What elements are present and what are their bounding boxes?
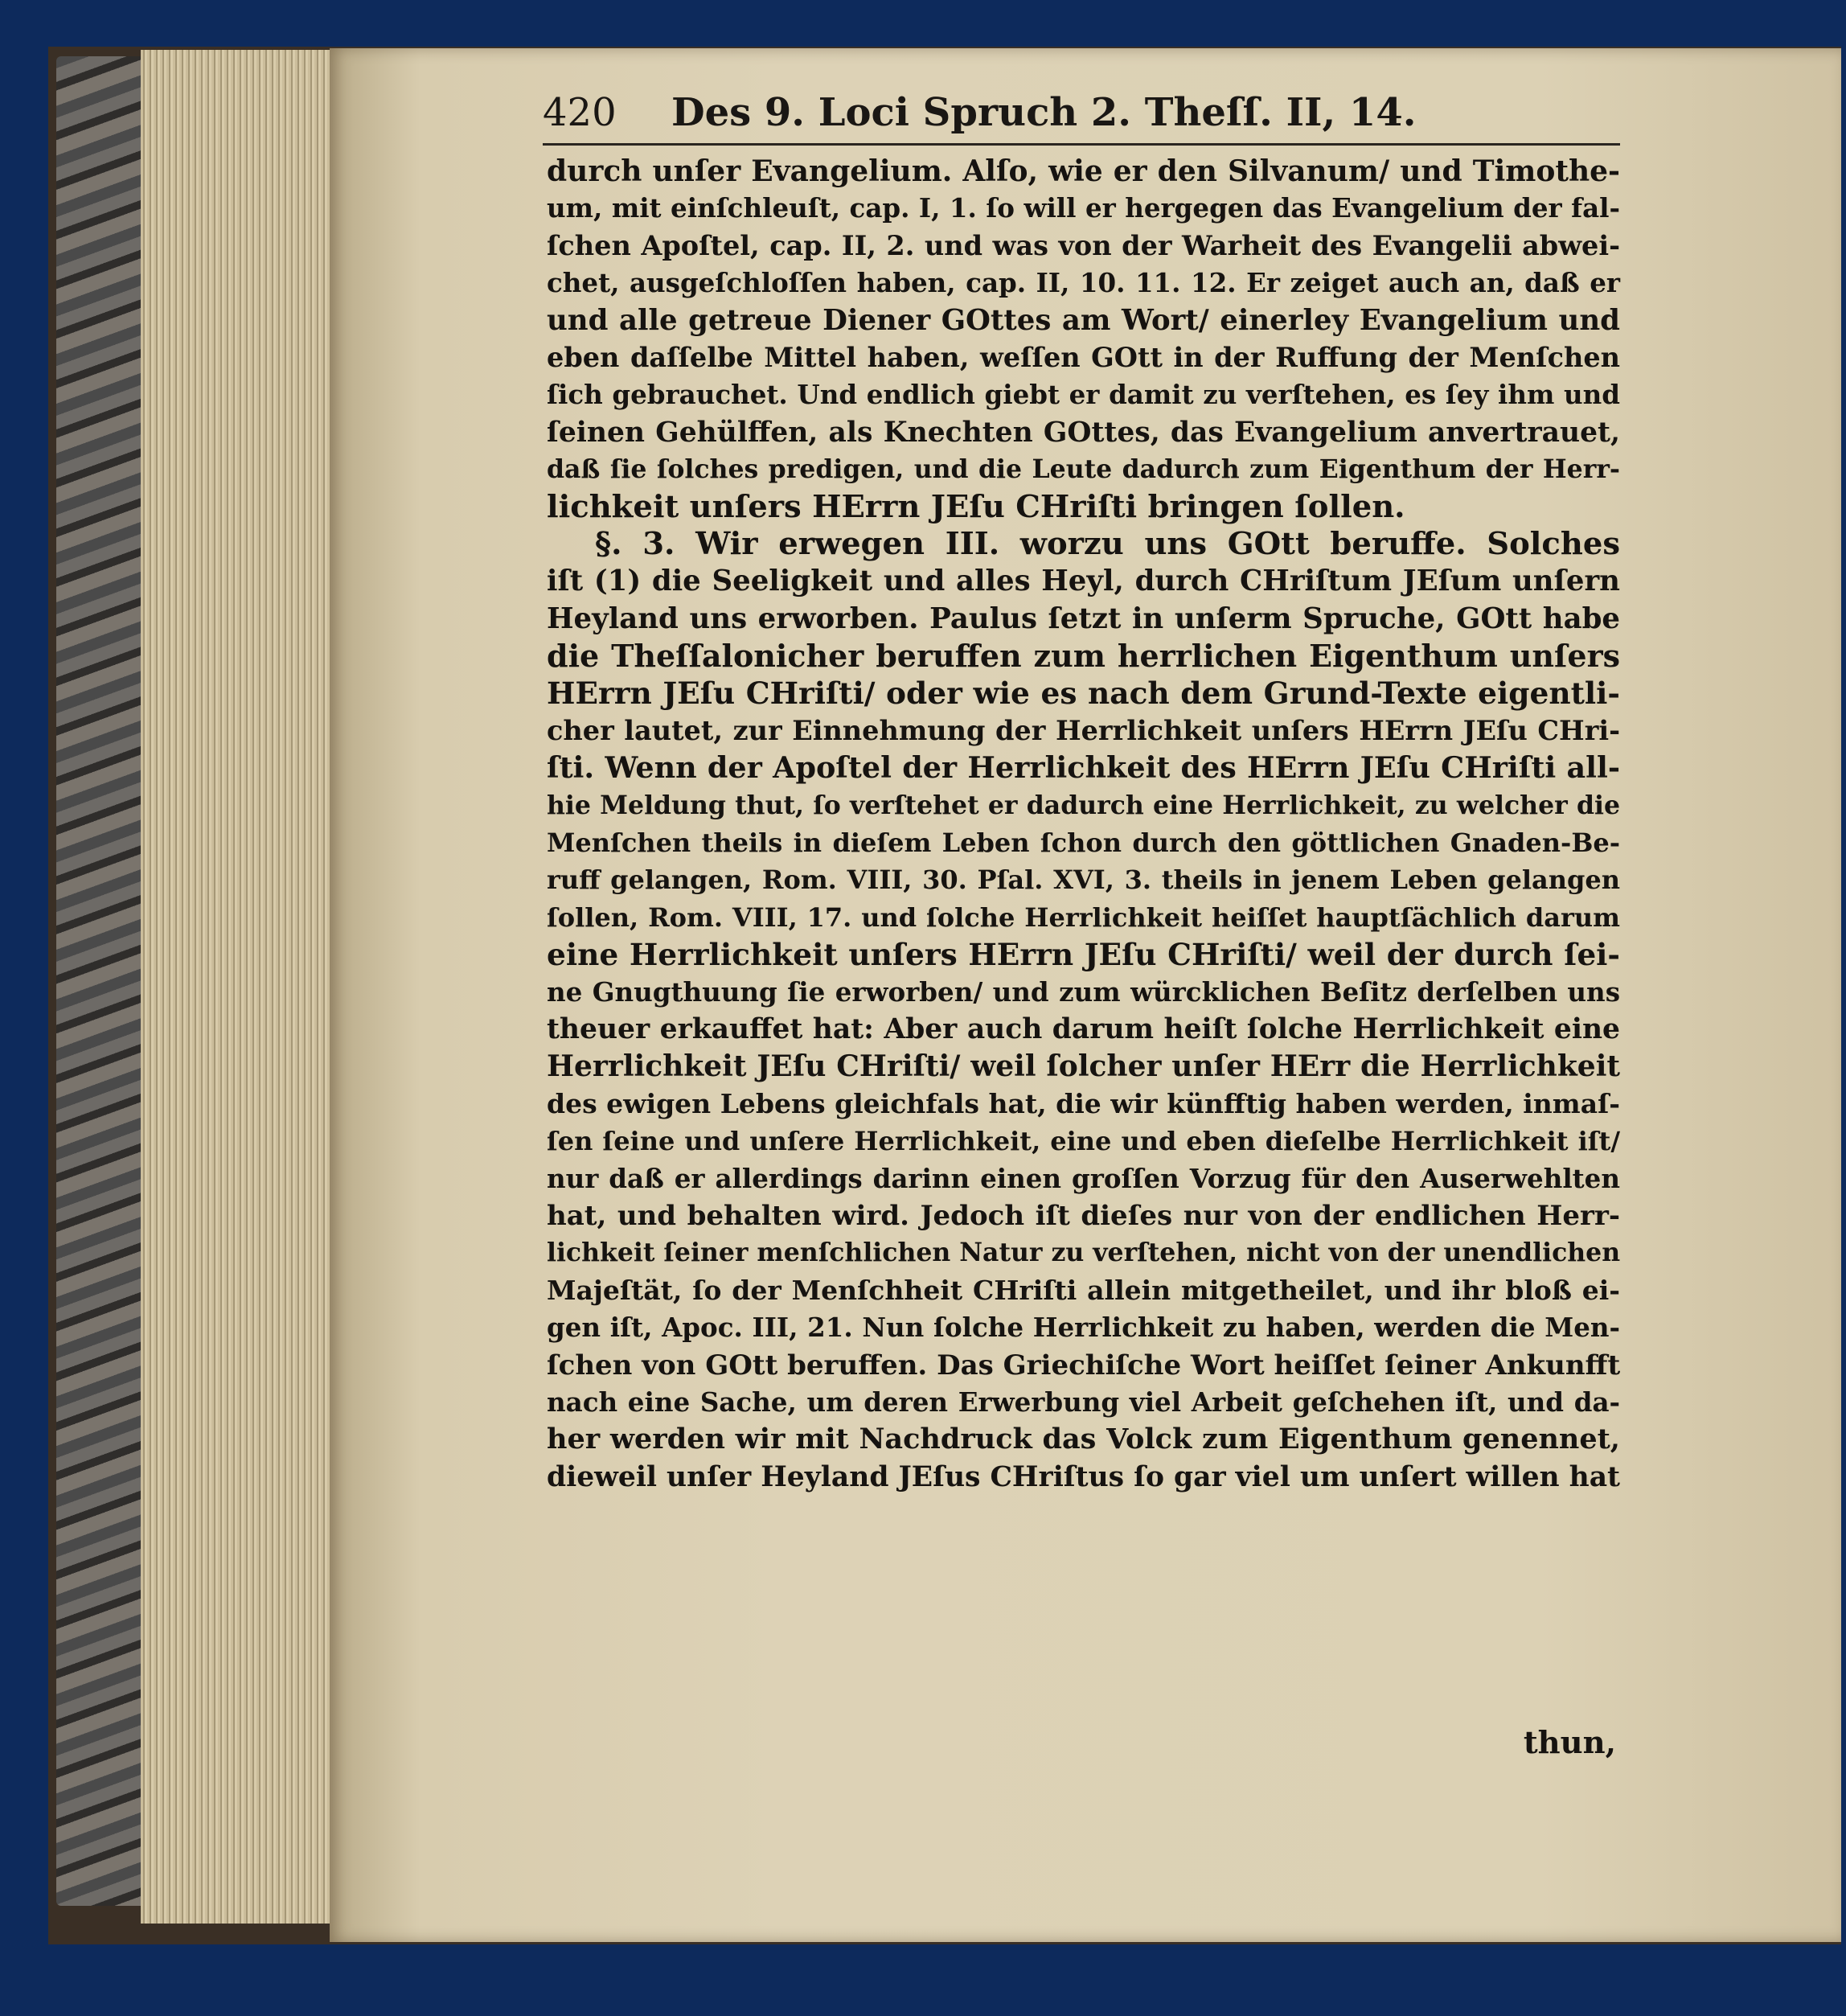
running-title: Des 9. Loci Spruch 2. Theſſ. II, 14. xyxy=(671,90,1417,135)
text-line: die Theſſalonicher beruffen zum herrlichen Eigenthum unſers xyxy=(547,638,1620,675)
text-line: ſchen von GOtt beruffen. Das Griechiſche Wort heiſſet ſeiner Ankunfft xyxy=(547,1349,1621,1382)
book-cover-edge xyxy=(56,56,145,1906)
text-line: gen iſt, Apoc. III, 21. Nun ſolche Herrlichkeit zu haben, werden die Men- xyxy=(547,1312,1620,1344)
text-line: lichkeit unſers HErrn JEſu CHriſti bringen ſollen. xyxy=(547,488,1405,525)
text-line: §. 3. Wir erwegen III. worzu uns GOtt beruffe. Solches xyxy=(595,525,1620,562)
text-line: ſeinen Gehülffen, als Knechten GOttes, das Evangelium anvertrauet, xyxy=(547,416,1620,449)
text-line: ruff gelangen, Rom. VIII, 30. Pſal. XVI, 3. theils in jenem Leben gelangen xyxy=(547,864,1620,896)
text-line: und alle getreue Diener GOttes am Wort/ einerley Evangelium und xyxy=(547,303,1620,337)
text-line: ſen ſeine und unſere Herrlichkeit, eine und eben dieſelbe Herrlichkeit iſt/ xyxy=(547,1126,1620,1157)
text-line: cher lautet, zur Einnehmung der Herrlichkeit unſers HErrn JEſu CHri- xyxy=(547,714,1620,746)
text-line: daß ſie ſolches predigen, und die Leute dadurch zum Eigenthum der Herr- xyxy=(547,454,1620,485)
text-line: iſt (1) die Seeligkeit und alles Heyl, durch CHriſtum JEſum unſern xyxy=(547,565,1620,598)
page-number: 420 xyxy=(543,90,617,135)
running-header xyxy=(543,90,1620,138)
text-line: lichkeit ſeiner menſchlichen Natur zu verſtehen, nicht von der unendlichen xyxy=(547,1238,1621,1268)
text-line: eben daſſelbe Mittel haben, weſſen GOtt in der Ruffung der Menſchen xyxy=(547,341,1620,373)
text-line: Majeſtät, ſo der Menſchheit CHriſti allein mitgetheilet, und ihr bloß ei- xyxy=(547,1274,1620,1306)
body-text xyxy=(547,153,1620,1496)
text-line: ſti. Wenn der Apoſtel der Herrlichkeit des HErrn JEſu CHriſti all- xyxy=(547,750,1620,786)
text-line: ne Gnugthuung ſie erworben/ und zum würcklichen Beſitz derſelben uns xyxy=(547,975,1620,1008)
text-line: hie Meldung thut, ſo verſtehet er dadurch eine Herrlichkeit, zu welcher die xyxy=(547,790,1620,820)
text-line: Herrlichkeit JEſu CHriſti/ weil ſolcher unſer HErr die Herrlichkeit xyxy=(547,1049,1620,1084)
text-line: nach eine Sache, um deren Erwerbung viel Arbeit geſchehen iſt, und da- xyxy=(547,1386,1620,1418)
text-line: hat, und behalten wird. Jedoch iſt dieſes nur von der endlichen Herr- xyxy=(547,1199,1620,1232)
catchword: thun, xyxy=(1523,1725,1616,1761)
text-line: Menſchen theils in dieſem Leben ſchon durch den göttlichen Gnaden-Be- xyxy=(547,827,1620,859)
text-line: ſollen, Rom. VIII, 17. und ſolche Herrlichkeit heiſſet hauptſächlich darum xyxy=(547,901,1620,933)
text-line: HErrn JEſu CHriſti/ oder wie es nach dem Grund-Texte eigentli- xyxy=(547,675,1620,712)
text-line: dieweil unſer Heyland JEſus CHriſtus ſo gar viel um unſert willen hat xyxy=(547,1460,1620,1493)
header-rule xyxy=(543,143,1620,146)
text-line: theuer erkauffet hat: Aber auch darum heiſt ſolche Herrlichkeit eine xyxy=(547,1012,1620,1045)
page-stack-edge xyxy=(141,50,334,1924)
text-line: eine Herrlichkeit unſers HErrn JEſu CHriſti/ weil der durch ſei- xyxy=(547,937,1620,973)
text-line: durch unſer Evangelium. Alſo, wie er den Silvanum/ und Timothe- xyxy=(547,154,1620,188)
text-line: her werden wir mit Nachdruck das Volck zum Eigenthum genennet, xyxy=(547,1423,1620,1456)
text-line: ſchen Apoſtel, cap. II, 2. und was von der Warheit des Evangelii abwei- xyxy=(547,229,1620,261)
text-line: ſich gebrauchet. Und endlich giebt er damit zu verſtehen, es ſey ihm und xyxy=(547,379,1620,411)
text-line: um, mit einſchleuſt, cap. I, 1. ſo will er hergegen das Evangelium der fal- xyxy=(547,192,1620,224)
text-line: des ewigen Lebens gleichfals hat, die wir künfftig haben werden, inmaſ- xyxy=(547,1087,1620,1119)
text-line: nur daß er allerdings darinn einen groſſen Vorzug für den Auserwehlten xyxy=(547,1162,1620,1194)
text-line: chet, ausgeſchloſſen haben, cap. II, 10. 11. 12. Er zeiget auch an, daß er xyxy=(547,267,1620,299)
text-line: Heyland uns erworben. Paulus ſetzt in unſerm Spruche, GOtt habe xyxy=(547,602,1620,635)
